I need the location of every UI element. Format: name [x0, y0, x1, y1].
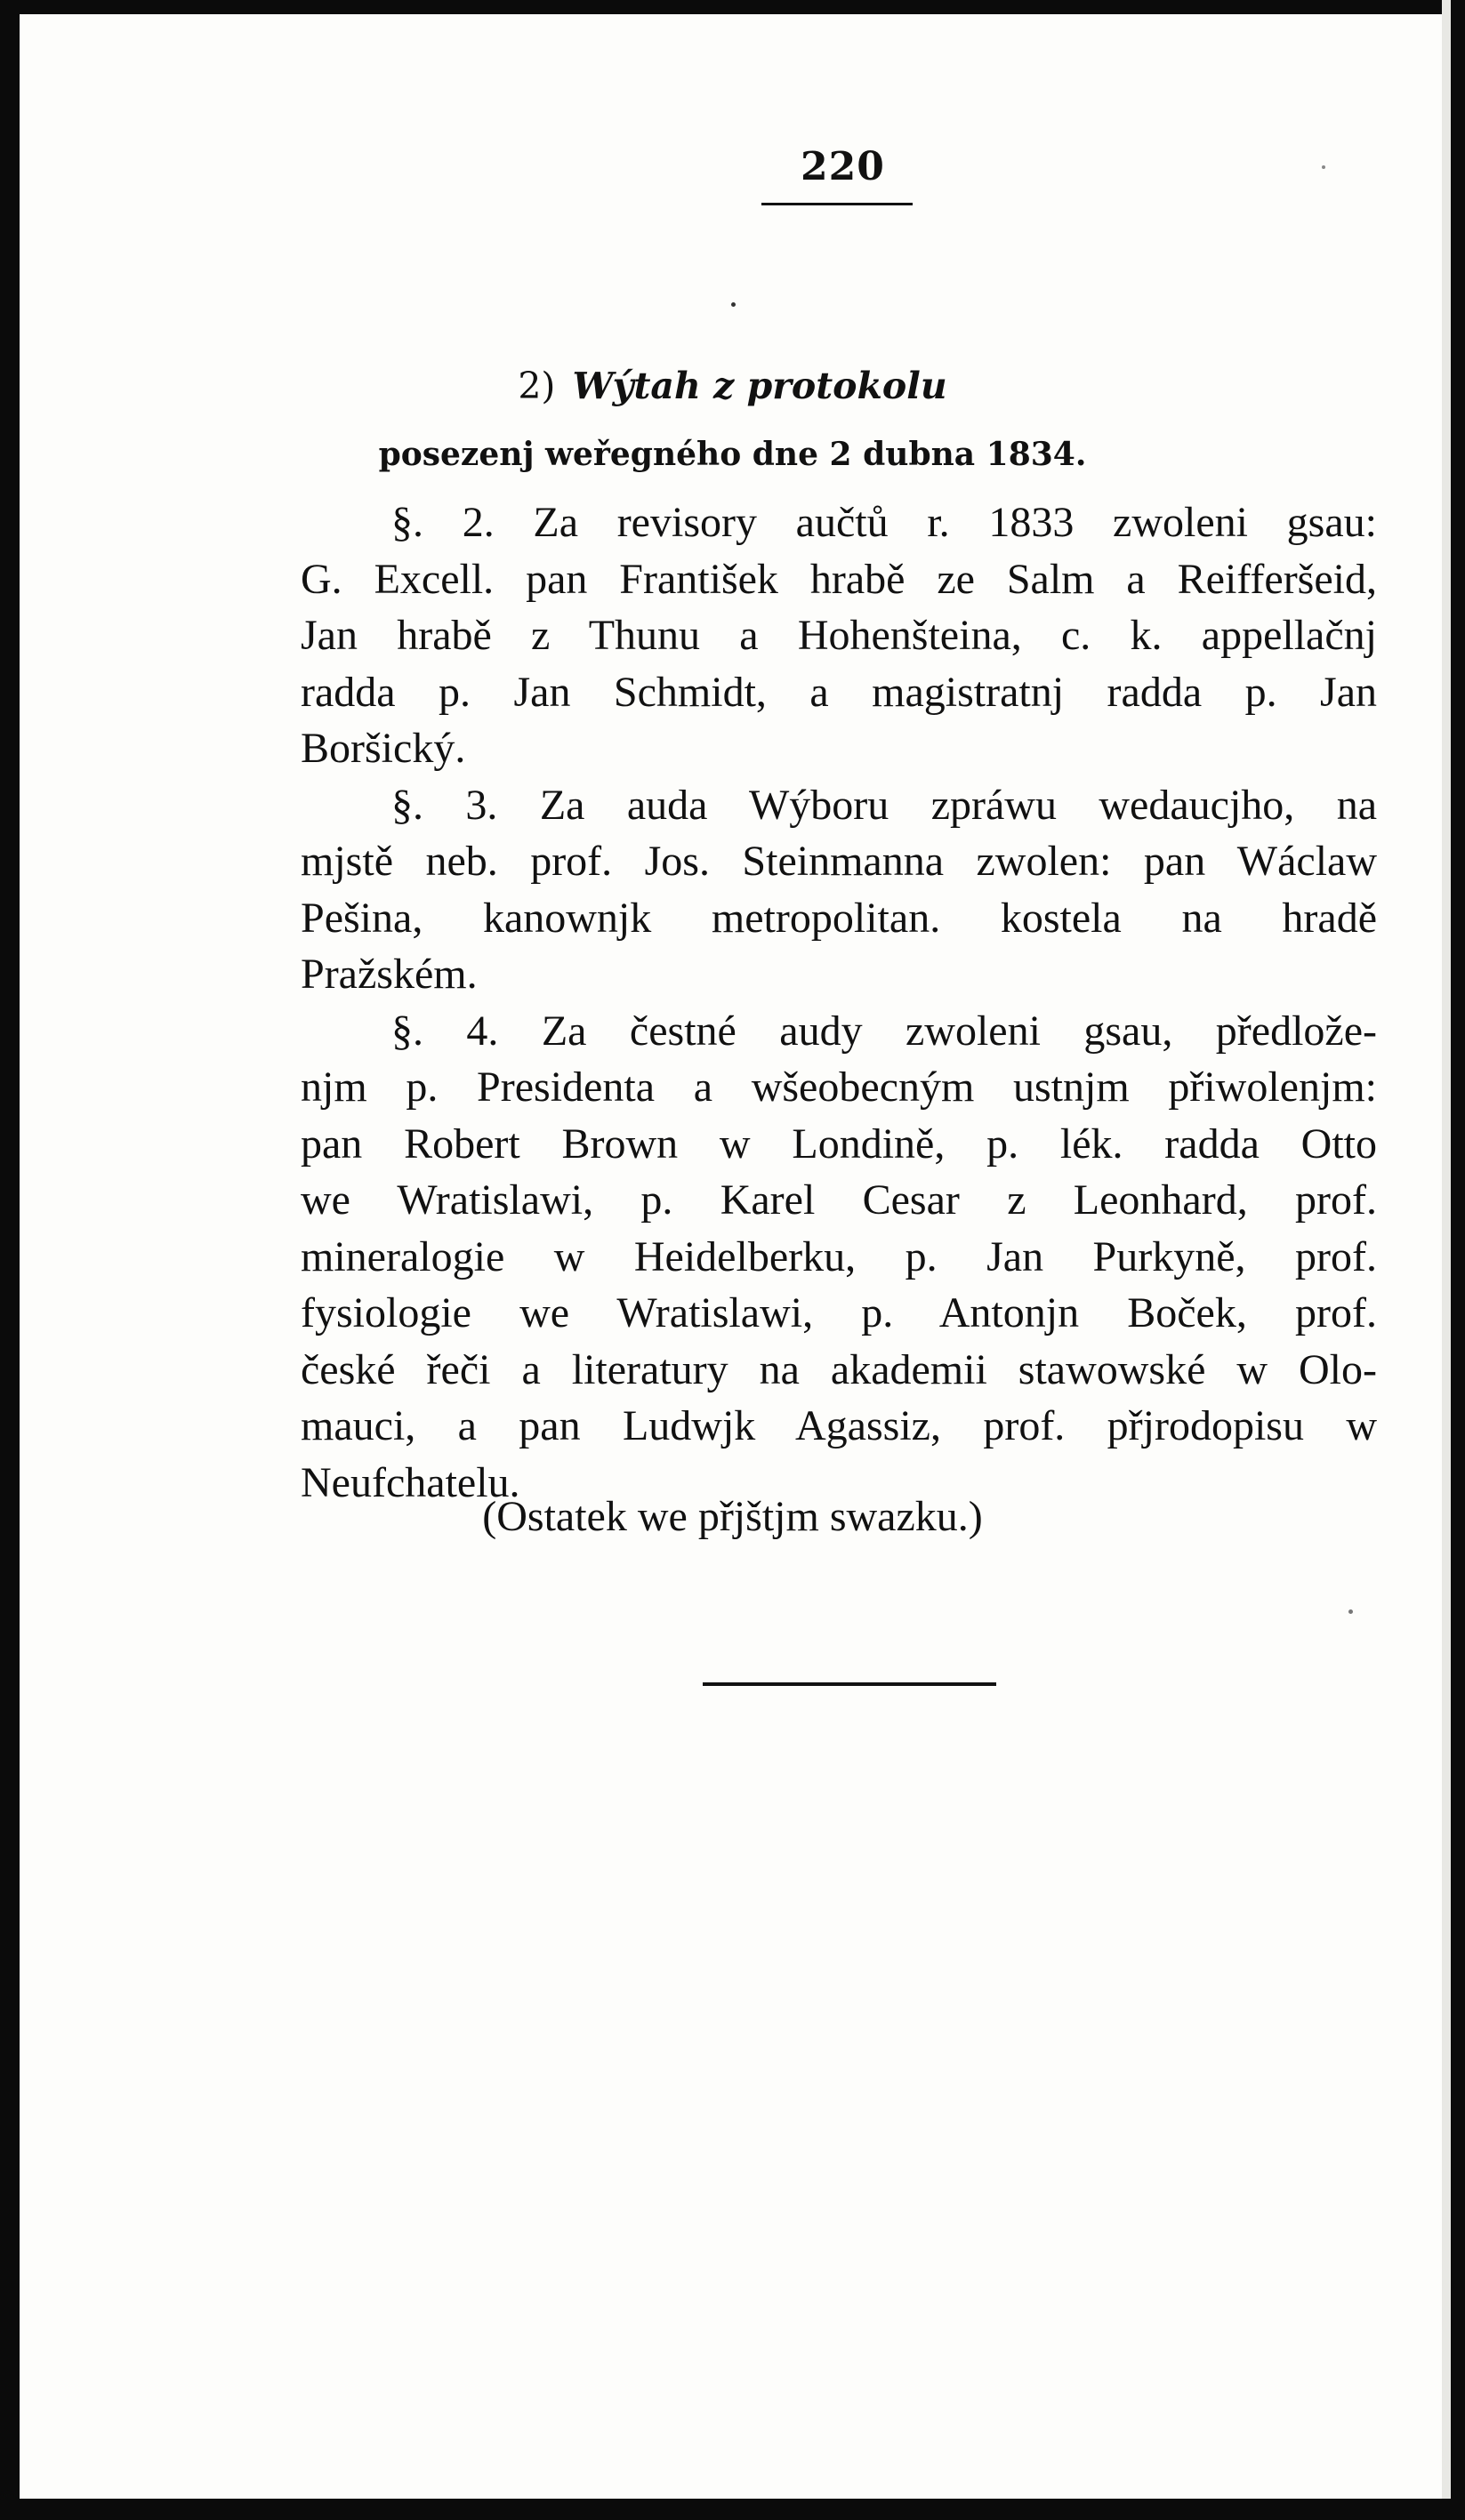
text-line: Pražském.: [301, 951, 478, 998]
text-line: Boršický.: [301, 725, 466, 772]
scan-border-bottom: [0, 2499, 1465, 2520]
text-line: radda p. Jan Schmidt, a magistratnj radda p. Jan: [301, 668, 1377, 716]
ink-speck: [1348, 1609, 1353, 1614]
text-line: mineralogie w Heidelberku, p. Jan Purkyně, prof.: [301, 1232, 1377, 1280]
section-subtitle: posezenj weřegného dne 2 dubna 1834.: [378, 436, 1087, 473]
scan-border-top: [0, 0, 1465, 14]
text-line: §. 3. Za auda Wýboru zpráwu wedaucjho, na: [391, 781, 1377, 829]
end-rule: [703, 1682, 996, 1686]
text-line: mauci, a pan Ludwjk Agassiz, prof. přjrodopisu w: [301, 1402, 1377, 1449]
section-title: Wýtah z protokolu: [572, 365, 947, 407]
text-line: mjstě neb. prof. Jos. Steinmanna zwolen: pan Wáclaw: [301, 838, 1377, 885]
text-line: §. 4. Za čestné audy zwoleni gsau, předlože-: [391, 1007, 1377, 1055]
text-line: pan Robert Brown w Londině, p. lék. radda Otto: [301, 1120, 1377, 1168]
page-number: 220: [801, 144, 885, 189]
text-line: české řeči a literatury na akademii stawowské w Olo-: [301, 1345, 1377, 1393]
section-heading: [0, 365, 1465, 407]
closing-note: (Ostatek we přjštjm swazku.): [482, 1493, 983, 1540]
page-number-rule: [761, 203, 913, 205]
text-line: Jan hrabě z Thunu a Hohenšteina, c. k. appellačnj: [301, 612, 1377, 659]
ink-speck: [731, 302, 736, 307]
body-text: [301, 494, 1377, 1511]
ink-speck: [1322, 165, 1325, 169]
text-line: G. Excell. pan František hrabě ze Salm a Reifferšeid,: [301, 555, 1377, 603]
text-line: fysiologie we Wratislawi, p. Antonjn Boček, prof.: [301, 1289, 1377, 1336]
text-line: njm p. Presidenta a wšeobecným ustnjm přiwolenjm:: [301, 1063, 1377, 1111]
section-number: 2): [518, 365, 556, 407]
text-line: Neufchatelu.: [301, 1458, 520, 1506]
text-line: we Wratislawi, p. Karel Cesar z Leonhard, prof.: [301, 1176, 1377, 1224]
text-line: §. 2. Za revisory aučtů r. 1833 zwoleni gsau:: [391, 499, 1377, 546]
text-line: Pešina, kanownjk metropolitan. kostela na hradě: [301, 894, 1377, 942]
